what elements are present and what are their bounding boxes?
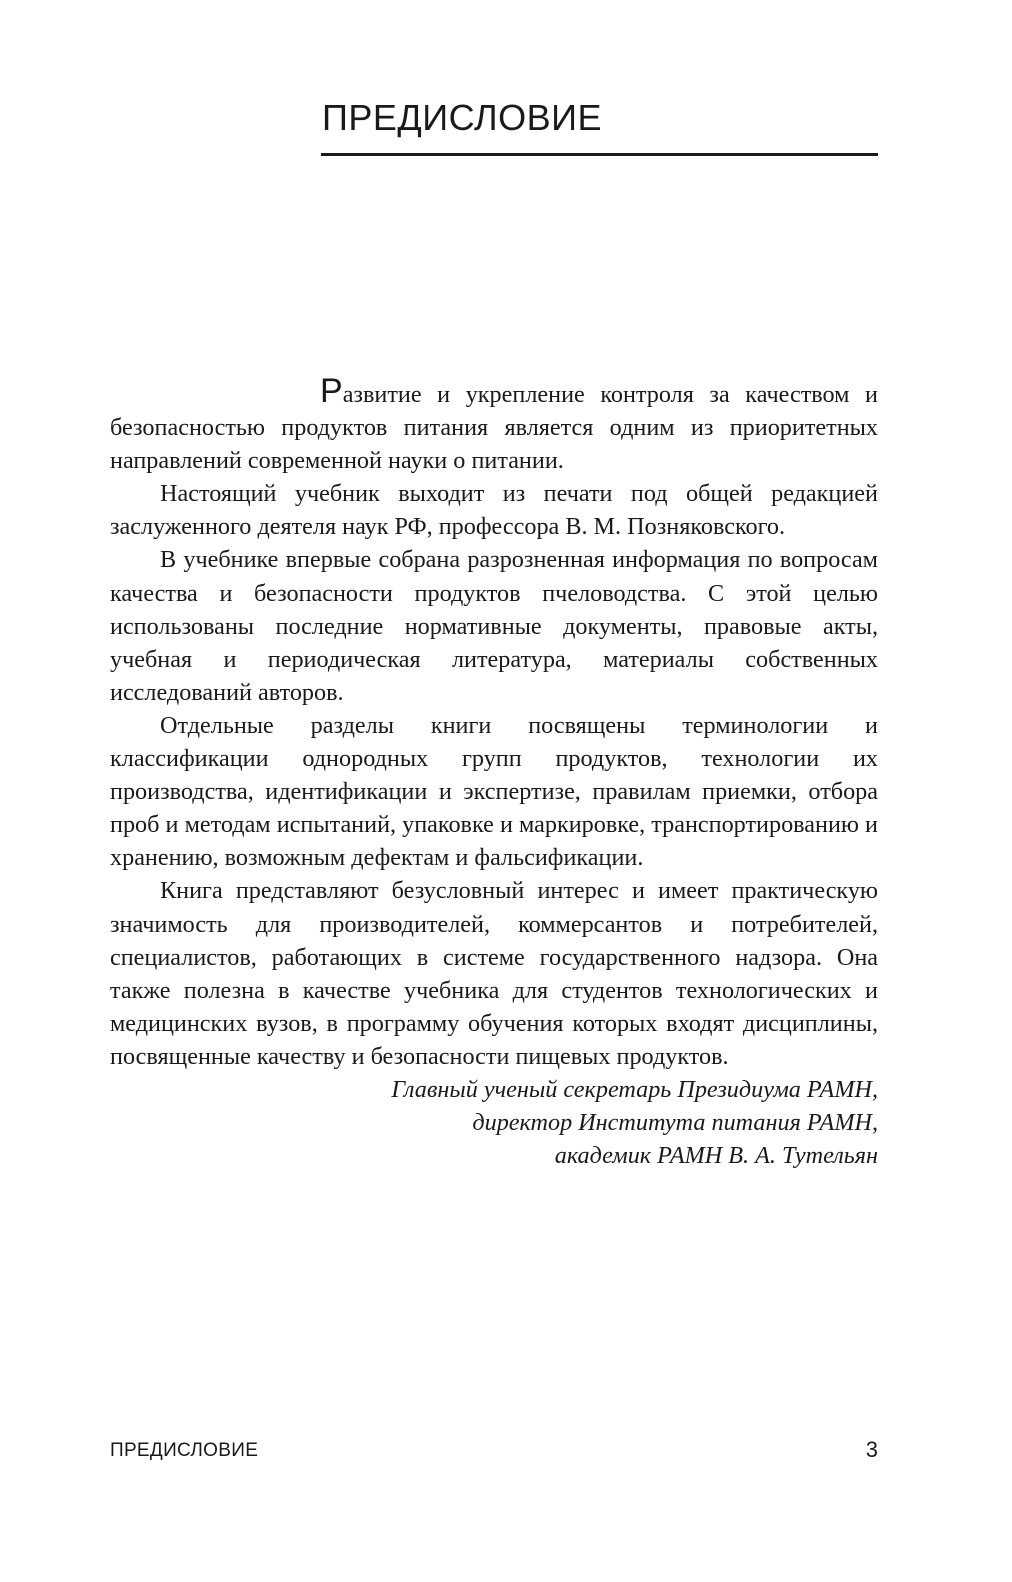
paragraph-4: Отдельные разделы книги посвящены терминологии и классификации однородных групп продуктов, технологии их производства, идентификации и экспертизе, правилам приемки, отбора проб и методам испытаний, упаковке и маркировке, транспортированию и хранению, возможным дефектам и фальсификации. (110, 711, 878, 872)
signature-line: академик РАМН В. А. Тутельян (554, 1142, 878, 1170)
signature-block (110, 1073, 878, 1172)
body-text (110, 374, 878, 1172)
signature-line: Главный ученый секретарь Президиума РАМН, (391, 1075, 878, 1103)
paragraph-1 (110, 374, 878, 477)
signature-line: директор Института питания РАМН, (472, 1109, 878, 1137)
running-footer-title: ПРЕДИСЛОВИЕ (110, 1440, 259, 1461)
paragraph-5: Книга представляют безусловный интерес и имеет практическую значимость для производителей, коммерсантов и потребителей, специалистов, работающих в системе государственного надзора. Она также полезна в качестве учебника для студентов технологических и медицинских вузов, в программу обучения которых входят дисциплины, посвященные качеству и безопасности пищевых продуктов. (110, 877, 878, 1070)
paragraph-2: Настоящий учебник выходит из печати под общей редакцией заслуженного деятеля наук РФ, профессора В. М. Позняковского. (110, 480, 878, 541)
chapter-title: ПРЕДИСЛОВИЕ (322, 97, 602, 138)
drop-cap: Р (320, 372, 343, 410)
page-number: 3 (865, 1437, 878, 1462)
title-rule (321, 153, 878, 156)
paragraph-3: В учебнике впервые собрана разрозненная информация по вопросам качества и безопасности продуктов пчеловодства. С этой целью использованы последние нормативные документы, правовые акты, учебная и периодическая литература, материалы собственных исследований авторов. (110, 546, 878, 706)
paragraph-1-text: азвитие и укрепление контроля за качеством и безопасностью продуктов питания является одним из приоритетных направлений современной науки о питании. (110, 381, 878, 475)
